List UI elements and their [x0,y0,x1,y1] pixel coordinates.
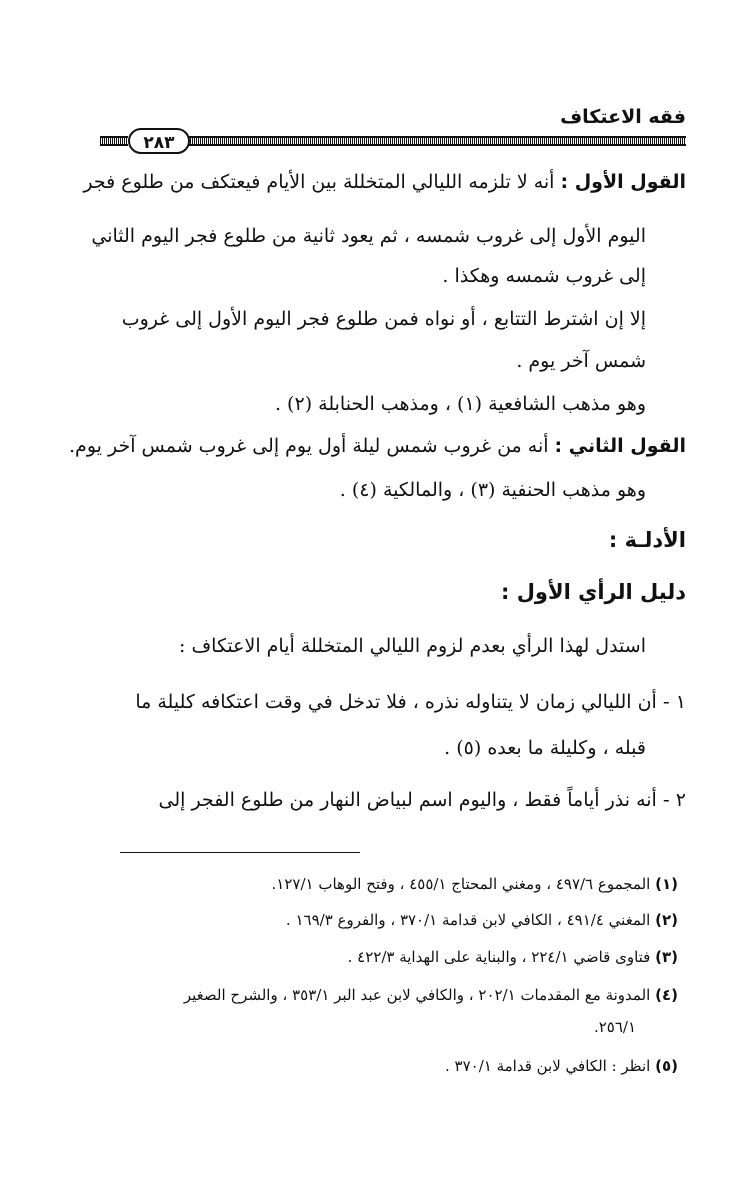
footnote-1-number: (١) [655,875,678,893]
opinion1-line3: إلى غروب شمسه وهكذا . [442,265,646,287]
footnote-4-continued: ٢٥٦/١. [593,1018,636,1036]
evidence-intro: استدل لهذا الرأي بعدم لزوم الليالي المتخللة أيام الاعتكاف : [179,635,646,657]
footnote-3-number: (٣) [655,948,678,966]
point-2-number: ٢ - [662,789,686,811]
point-1 [135,688,686,716]
point-1-continued: قبله ، وكليلة ما بعده (٥) . [444,737,646,759]
opinion2-paragraph [69,432,686,460]
footnote-5-text: انظر : الكافي لابن قدامة ٣٧٠/١ . [444,1057,651,1075]
footnote-2-text: المغني ٤٩١/٤ ، الكافي لابن قدامة ٣٧٠/١ ، والفروع ١٦٩/٣ . [285,911,651,929]
opinion2-label: القول الثاني : [554,435,686,457]
footnote-5 [445,1054,678,1078]
opinion1-line5: شمس آخر يوم . [516,350,646,372]
header-rule-end [100,136,128,146]
footnote-1-text: المجموع ٤٩٧/٦ ، ومغني المحتاج ٤٥٥/١ ، وفتح الوهاب ١٢٧/١. [271,875,651,893]
footnote-1 [272,872,678,896]
opinion2-text: أنه من غروب شمس ليلة أول يوم إلى غروب شمس آخر يوم. [69,435,555,457]
page-header [100,100,686,160]
point-2 [159,786,687,814]
point-1-text: أن الليالي زمان لا يتناوله نذره ، فلا تدخل في وقت اعتكافه كليلة ما [135,691,657,713]
footnote-3 [348,945,678,969]
opinion1-line2: اليوم الأول إلى غروب شمسه ، ثم يعود ثانية من طلوع فجر اليوم الثاني [91,225,646,247]
footnote-2 [286,908,678,932]
footnote-4 [184,983,678,1007]
first-view-heading: دليل الرأي الأول : [500,580,686,604]
point-1-number: ١ - [662,691,686,713]
footnote-3-text: فتاوى قاضي ٢٢٤/١ ، والبناية على الهداية ٤٢٢/٣ . [347,948,651,966]
page-number: ٢٨٣ [128,128,190,154]
footnote-4-text: المدونة مع المقدمات ٢٠٢/١ ، والكافي لابن عبد البر ٣٥٣/١ ، والشرح الصغير [183,986,651,1004]
opinion1-label: القول الأول : [560,171,686,193]
opinion1-madhhab: وهو مذهب الشافعية (١) ، ومذهب الحنابلة (٢) . [274,393,646,415]
opinion1-paragraph [83,168,686,196]
footnote-4-number: (٤) [655,986,678,1004]
footnote-2-number: (٢) [655,911,678,929]
footnote-divider [120,852,360,853]
point-2-text: أنه نذر أياماً فقط ، واليوم اسم لبياض النهار من طلوع الفجر إلى [158,789,657,811]
running-title: فقه الاعتكاف [560,106,686,128]
opinion1-text: أنه لا تلزمه الليالي المتخللة بين الأيام فيعتكف من طلوع فجر [83,171,561,193]
opinion2-madhhab: وهو مذهب الحنفية (٣) ، والمالكية (٤) . [339,479,646,501]
header-rule [188,136,686,146]
opinion1-line4: إلا إن اشترط التتابع ، أو نواه فمن طلوع فجر اليوم الأول إلى غروب [121,308,646,330]
evidence-heading: الأدلـة : [608,528,686,552]
footnote-5-number: (٥) [655,1057,678,1075]
